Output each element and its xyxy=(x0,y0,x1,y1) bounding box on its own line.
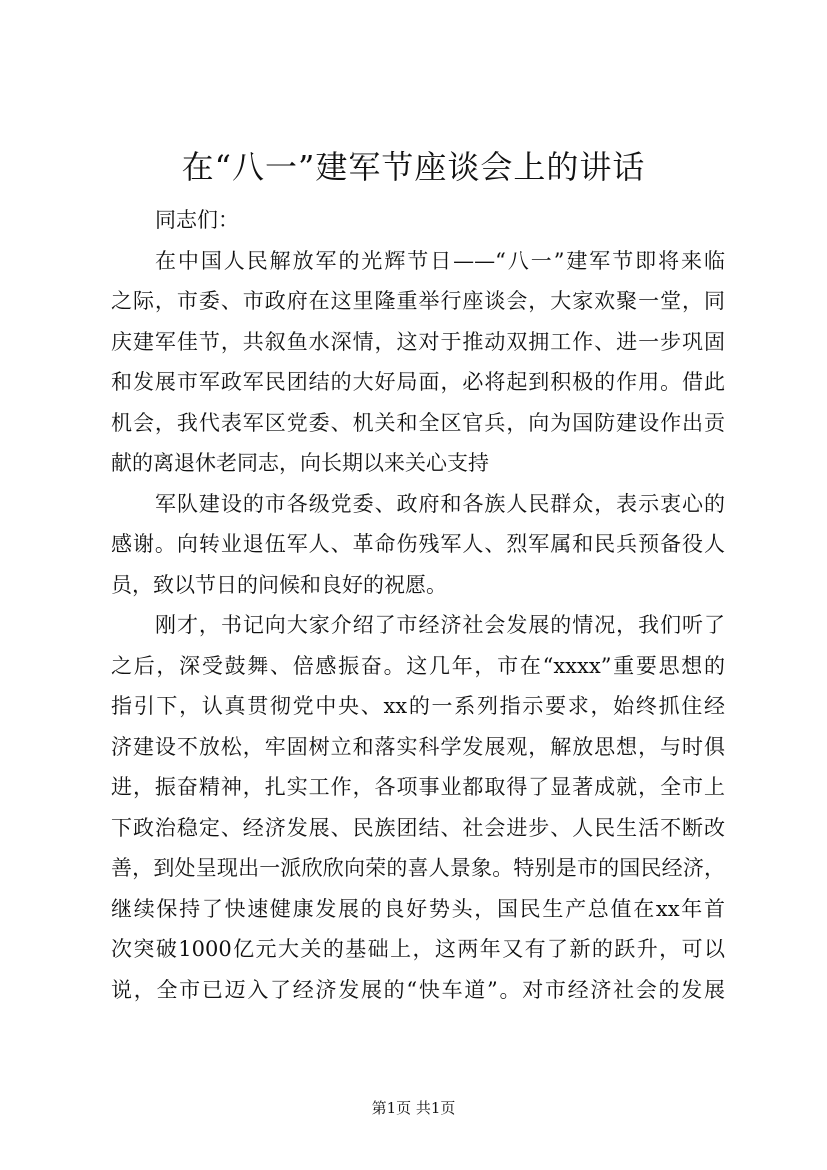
text-line: 员，致以节日的问候和良好的祝愿。 xyxy=(111,572,447,597)
text-line: 继续保持了快速健康发展的良好势头，国民生产总值在xx年首 xyxy=(111,896,725,921)
text-line: 庆建军佳节，共叙鱼水深情，这对于推动双拥工作、进一步巩固 xyxy=(111,329,725,354)
text-line: 感谢。向转业退伍军人、革命伤残军人、烈军属和民兵预备役人 xyxy=(111,532,725,556)
text-line: 同志们： xyxy=(155,208,239,232)
document-title: 在“八一”建军节座谈会上的讲话 xyxy=(181,148,646,186)
text-line: 在中国人民解放军的光辉节日——“八一”建军节即将来临 xyxy=(155,248,725,273)
text-line: 之后，深受鼓舞、倍感振奋。这几年，市在“xxxx”重要思想的 xyxy=(111,653,725,678)
text-line: 善，到处呈现出一派欣欣向荣的喜人景象。特别是市的国民经济， xyxy=(111,856,725,880)
text-line: 指引下，认真贯彻党中央、xx的一系列指示要求，始终抓住经 xyxy=(111,694,725,718)
text-line: 之际，市委、市政府在这里隆重举行座谈会，大家欢聚一堂，同 xyxy=(111,289,725,313)
text-line: 济建设不放松，牢固树立和落实科学发展观，解放思想，与时俱 xyxy=(111,734,725,759)
text-line: 说，全市已迈入了经济发展的“快车道”。对市经济社会的发展 xyxy=(111,977,725,1002)
page-footer: 第1页 共1页 xyxy=(371,1099,456,1117)
text-line: 刚才，书记向大家介绍了市经济社会发展的情况，我们听了 xyxy=(155,613,725,637)
text-line: 次突破1000亿元大关的基础上，这两年又有了新的跃升，可以 xyxy=(111,937,725,961)
text-line: 和发展市军政军民团结的大好局面，必将起到积极的作用。借此 xyxy=(111,370,725,394)
text-line: 下政治稳定、经济发展、民族团结、社会进步、人民生活不断改 xyxy=(111,815,725,840)
document-body xyxy=(111,200,725,1010)
text-line: 机会，我代表军区党委、机关和全区官兵，向为国防建设作出贡 xyxy=(111,410,725,435)
text-line: 献的离退休老同志，向长期以来关心支持 xyxy=(111,451,489,475)
text-line: 军队建设的市各级党委、政府和各族人民群众，表示衷心的 xyxy=(155,491,725,516)
text-line: 进，振奋精神，扎实工作，各项事业都取得了显著成就，全市上 xyxy=(111,775,725,799)
